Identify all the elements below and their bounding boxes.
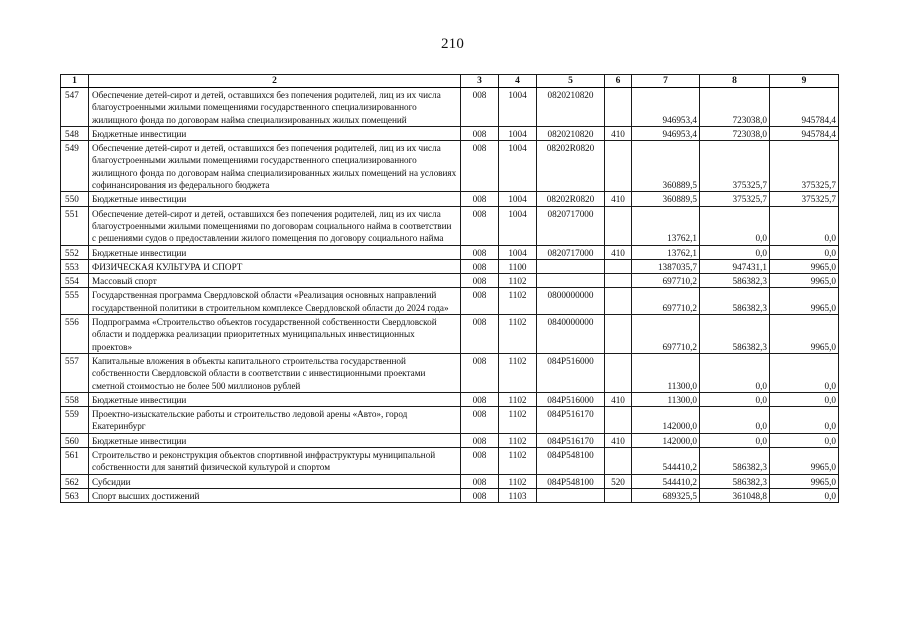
row-amount-col9: 0,0 [770, 488, 839, 502]
row-amount-col7: 697710,2 [632, 315, 700, 354]
row-number: 547 [61, 88, 89, 127]
row-expense-type: 410 [605, 245, 632, 259]
row-name: Обеспечение детей-сирот и детей, оставшихся без попечения родителей, лиц из их числа благоустроенными жилыми помещениями государственного специализированного жилищного фонда по договорам найма специализированных жилых помещений [89, 88, 461, 127]
row-amount-col7: 142000,0 [632, 407, 700, 434]
row-expense-type: 410 [605, 433, 632, 447]
column-header: 1 [61, 75, 89, 88]
row-section-code: 1004 [499, 245, 537, 259]
row-amount-col9: 375325,7 [770, 141, 839, 192]
row-expense-type [605, 206, 632, 245]
table-row [61, 288, 839, 315]
row-number: 563 [61, 488, 89, 502]
row-department-code: 008 [461, 88, 499, 127]
row-expense-type [605, 141, 632, 192]
row-name: Строительство и реконструкция объектов спортивной инфраструктуры муниципальной собственности для занятий физической культурой и спортом [89, 448, 461, 475]
row-amount-col7: 697710,2 [632, 288, 700, 315]
row-amount-col7: 360889,5 [632, 192, 700, 206]
row-expense-type: 410 [605, 192, 632, 206]
row-expense-type: 410 [605, 126, 632, 140]
row-department-code: 008 [461, 206, 499, 245]
row-amount-col7: 946953,4 [632, 126, 700, 140]
row-section-code: 1100 [499, 259, 537, 273]
row-section-code: 1102 [499, 315, 537, 354]
row-amount-col8: 586382,3 [700, 274, 770, 288]
row-number: 549 [61, 141, 89, 192]
table-row [61, 315, 839, 354]
table-row [61, 448, 839, 475]
row-name: Бюджетные инвестиции [89, 433, 461, 447]
row-department-code: 008 [461, 192, 499, 206]
row-target-article: 084P516000 [537, 392, 605, 406]
row-amount-col8: 0,0 [700, 407, 770, 434]
row-name: Массовый спорт [89, 274, 461, 288]
row-section-code: 1004 [499, 88, 537, 127]
column-header: 3 [461, 75, 499, 88]
row-amount-col9: 9965,0 [770, 315, 839, 354]
row-amount-col8: 723038,0 [700, 126, 770, 140]
row-amount-col8: 0,0 [700, 245, 770, 259]
row-amount-col9: 9965,0 [770, 474, 839, 488]
row-department-code: 008 [461, 407, 499, 434]
row-name: Обеспечение детей-сирот и детей, оставшихся без попечения родителей, лиц из их числа благоустроенными жилыми помещениями государственного специализированного жилищного фонда по договорам найма специализированных жилых помещений на условиях софинансирования из федерального бюджета [89, 141, 461, 192]
row-amount-col7: 13762,1 [632, 245, 700, 259]
table-row [61, 141, 839, 192]
row-department-code: 008 [461, 288, 499, 315]
table-row [61, 353, 839, 392]
row-section-code: 1102 [499, 448, 537, 475]
row-amount-col9: 0,0 [770, 245, 839, 259]
row-expense-type [605, 315, 632, 354]
row-target-article [537, 259, 605, 273]
row-target-article: 0800000000 [537, 288, 605, 315]
row-department-code: 008 [461, 474, 499, 488]
table-header-row [61, 75, 839, 88]
row-department-code: 008 [461, 353, 499, 392]
column-header: 8 [700, 75, 770, 88]
row-amount-col9: 375325,7 [770, 192, 839, 206]
row-amount-col8: 361048,8 [700, 488, 770, 502]
row-amount-col9: 0,0 [770, 392, 839, 406]
row-name: Обеспечение детей-сирот и детей, оставшихся без попечения родителей, лиц из их числа благоустроенными жилыми помещениями по договорам социального найма в соответствии с решениями судов о предоставлении жилого помещения по договору социального найма [89, 206, 461, 245]
row-name: Бюджетные инвестиции [89, 392, 461, 406]
row-section-code: 1102 [499, 407, 537, 434]
row-department-code: 008 [461, 141, 499, 192]
row-expense-type: 410 [605, 392, 632, 406]
row-amount-col8: 586382,3 [700, 288, 770, 315]
budget-table [60, 74, 839, 503]
row-name: Подпрограмма «Строительство объектов государственной собственности Свердловской области и поддержка реализации приоритетных муниципальных инвестиционных проектов» [89, 315, 461, 354]
row-amount-col7: 11300,0 [632, 392, 700, 406]
table-row [61, 274, 839, 288]
row-section-code: 1102 [499, 392, 537, 406]
row-name: Проектно-изыскательские работы и строительство ледовой арены «Авто», город Екатеринбург [89, 407, 461, 434]
row-target-article: 0840000000 [537, 315, 605, 354]
table-row [61, 206, 839, 245]
row-amount-col8: 586382,3 [700, 474, 770, 488]
row-name: ФИЗИЧЕСКАЯ КУЛЬТУРА И СПОРТ [89, 259, 461, 273]
row-section-code: 1102 [499, 288, 537, 315]
row-target-article: 0820717000 [537, 245, 605, 259]
column-header: 4 [499, 75, 537, 88]
row-amount-col7: 946953,4 [632, 88, 700, 127]
row-amount-col8: 0,0 [700, 353, 770, 392]
row-number: 556 [61, 315, 89, 354]
row-target-article [537, 488, 605, 502]
row-expense-type [605, 448, 632, 475]
row-target-article: 0820210820 [537, 126, 605, 140]
column-header: 7 [632, 75, 700, 88]
row-expense-type: 520 [605, 474, 632, 488]
table-row [61, 488, 839, 502]
row-expense-type [605, 88, 632, 127]
row-number: 559 [61, 407, 89, 434]
row-amount-col9: 9965,0 [770, 448, 839, 475]
table-row [61, 259, 839, 273]
row-amount-col7: 11300,0 [632, 353, 700, 392]
table-row [61, 245, 839, 259]
row-section-code: 1103 [499, 488, 537, 502]
row-number: 560 [61, 433, 89, 447]
row-amount-col7: 360889,5 [632, 141, 700, 192]
row-number: 554 [61, 274, 89, 288]
row-expense-type [605, 488, 632, 502]
row-department-code: 008 [461, 126, 499, 140]
column-header: 6 [605, 75, 632, 88]
row-expense-type [605, 288, 632, 315]
row-department-code: 008 [461, 488, 499, 502]
row-amount-col9: 945784,4 [770, 126, 839, 140]
row-expense-type [605, 407, 632, 434]
row-target-article: 084P548100 [537, 474, 605, 488]
row-amount-col7: 13762,1 [632, 206, 700, 245]
row-amount-col9: 0,0 [770, 433, 839, 447]
table-row [61, 433, 839, 447]
row-amount-col8: 0,0 [700, 433, 770, 447]
table-row [61, 88, 839, 127]
table-row [61, 392, 839, 406]
row-number: 557 [61, 353, 89, 392]
row-amount-col8: 947431,1 [700, 259, 770, 273]
row-expense-type [605, 274, 632, 288]
row-department-code: 008 [461, 315, 499, 354]
row-amount-col7: 697710,2 [632, 274, 700, 288]
row-amount-col9: 0,0 [770, 407, 839, 434]
row-amount-col7: 1387035,7 [632, 259, 700, 273]
row-section-code: 1004 [499, 126, 537, 140]
row-amount-col8: 586382,3 [700, 448, 770, 475]
row-amount-col8: 0,0 [700, 206, 770, 245]
row-amount-col9: 0,0 [770, 206, 839, 245]
row-department-code: 008 [461, 274, 499, 288]
row-name: Бюджетные инвестиции [89, 126, 461, 140]
row-number: 551 [61, 206, 89, 245]
row-number: 555 [61, 288, 89, 315]
row-target-article: 08202R0820 [537, 141, 605, 192]
row-expense-type [605, 353, 632, 392]
table-row [61, 192, 839, 206]
row-section-code: 1102 [499, 353, 537, 392]
row-section-code: 1004 [499, 192, 537, 206]
row-target-article: 08202R0820 [537, 192, 605, 206]
row-name: Субсидии [89, 474, 461, 488]
page-number: 210 [440, 36, 465, 52]
row-department-code: 008 [461, 392, 499, 406]
row-target-article [537, 274, 605, 288]
row-department-code: 008 [461, 245, 499, 259]
column-header: 9 [770, 75, 839, 88]
row-amount-col8: 375325,7 [700, 141, 770, 192]
row-amount-col8: 723038,0 [700, 88, 770, 127]
row-name: Капитальные вложения в объекты капитального строительства государственной собственности Свердловской области в соответствии с инвестиционными проектами сметной стоимостью не более 500 миллионов рублей [89, 353, 461, 392]
table-row [61, 126, 839, 140]
row-amount-col7: 544410,2 [632, 474, 700, 488]
row-section-code: 1102 [499, 474, 537, 488]
row-department-code: 008 [461, 433, 499, 447]
row-target-article: 084P516170 [537, 433, 605, 447]
row-amount-col8: 0,0 [700, 392, 770, 406]
row-name: Бюджетные инвестиции [89, 192, 461, 206]
row-number: 561 [61, 448, 89, 475]
row-name: Спорт высших достижений [89, 488, 461, 502]
table-row [61, 474, 839, 488]
row-amount-col9: 0,0 [770, 353, 839, 392]
row-target-article: 084P548100 [537, 448, 605, 475]
row-target-article: 0820717000 [537, 206, 605, 245]
row-department-code: 008 [461, 259, 499, 273]
column-header: 2 [89, 75, 461, 88]
row-target-article: 084P516170 [537, 407, 605, 434]
row-expense-type [605, 259, 632, 273]
row-amount-col9: 9965,0 [770, 288, 839, 315]
row-target-article: 084P516000 [537, 353, 605, 392]
row-section-code: 1102 [499, 274, 537, 288]
row-number: 552 [61, 245, 89, 259]
row-department-code: 008 [461, 448, 499, 475]
row-amount-col7: 689325,5 [632, 488, 700, 502]
row-amount-col9: 9965,0 [770, 274, 839, 288]
row-number: 548 [61, 126, 89, 140]
row-number: 558 [61, 392, 89, 406]
row-amount-col8: 586382,3 [700, 315, 770, 354]
row-name: Государственная программа Свердловской области «Реализация основных направлений государственной политики в строительном комплексе Свердловской области до 2024 года» [89, 288, 461, 315]
row-number: 550 [61, 192, 89, 206]
row-number: 562 [61, 474, 89, 488]
row-amount-col9: 945784,4 [770, 88, 839, 127]
row-section-code: 1004 [499, 141, 537, 192]
row-amount-col7: 142000,0 [632, 433, 700, 447]
row-target-article: 0820210820 [537, 88, 605, 127]
row-amount-col9: 9965,0 [770, 259, 839, 273]
row-section-code: 1102 [499, 433, 537, 447]
table-row [61, 407, 839, 434]
row-amount-col7: 544410,2 [632, 448, 700, 475]
row-section-code: 1004 [499, 206, 537, 245]
row-name: Бюджетные инвестиции [89, 245, 461, 259]
row-number: 553 [61, 259, 89, 273]
column-header: 5 [537, 75, 605, 88]
row-amount-col8: 375325,7 [700, 192, 770, 206]
